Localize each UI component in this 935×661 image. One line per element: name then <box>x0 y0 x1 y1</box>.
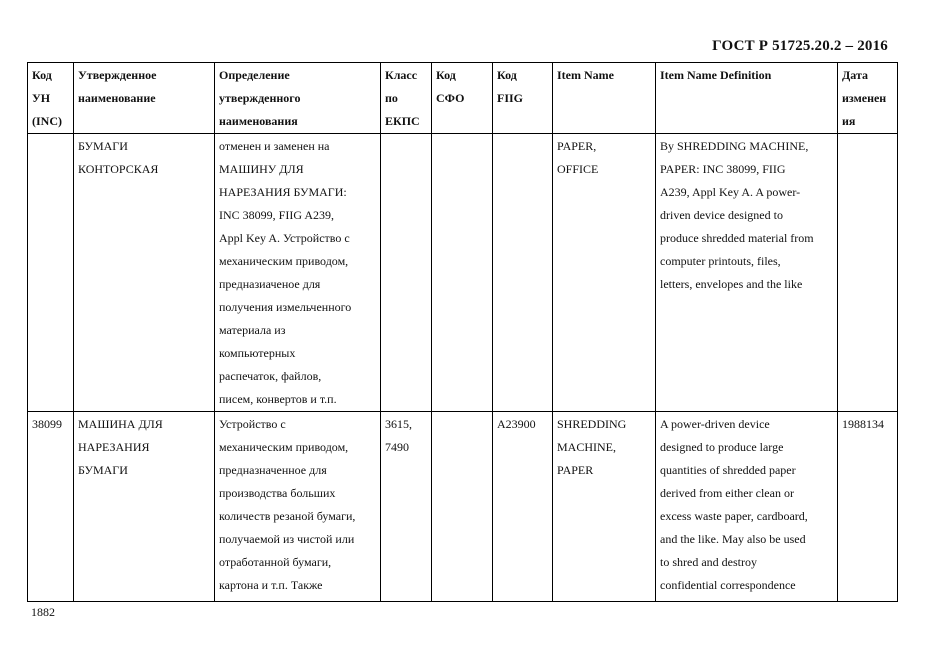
header-inc-code: Код УН (INC) <box>28 63 74 134</box>
header-sfo-code: Код СФО <box>432 63 493 134</box>
header-item-name-definition: Item Name Definition <box>656 63 838 134</box>
cell-item-name-definition: A power-driven device designed to produce large quantities of shredded paper derived from either clean or excess waste paper, cardboard, and the like. May also be used to shred and destroy confidential correspondence <box>656 412 838 602</box>
cell-fiig-code <box>493 134 553 412</box>
cell-item-name-definition: By SHREDDING MACHINE, PAPER: INC 38099, FIIG A239, Appl Key A. A power- driven device designed to produce shredded material from computer printouts, files, letters, envelopes and the like <box>656 134 838 412</box>
nomenclature-table <box>27 62 898 602</box>
cell-approved-name: МАШИНА ДЛЯ НАРЕЗАНИЯ БУМАГИ <box>74 412 215 602</box>
cell-name-definition: Устройство с механическим приводом, предназначенное для производства больших количеств резаной бумаги, получаемой из чистой или отработанной бумаги, картона и т.п. Также <box>215 412 381 602</box>
header-approved-name: Утвержденное наименование <box>74 63 215 134</box>
cell-change-date: 1988134 <box>838 412 898 602</box>
cell-inc-code <box>28 134 74 412</box>
cell-change-date <box>838 134 898 412</box>
cell-inc-code: 38099 <box>28 412 74 602</box>
document-header: ГОСТ Р 51725.20.2 – 2016 <box>712 38 888 54</box>
table-header-row <box>28 63 898 134</box>
header-change-date: Дата изменен ия <box>838 63 898 134</box>
cell-fiig-code: A23900 <box>493 412 553 602</box>
cell-name-definition: отменен и заменен на МАШИНУ ДЛЯ НАРЕЗАНИЯ БУМАГИ: INC 38099, FIIG A239, Appl Key A. Устройство с механическим приводом, предназиаченое для получения измельченного материала из компьютерных распечаток, файлов, писем, конвертов и т.п. <box>215 134 381 412</box>
table-row <box>28 412 898 602</box>
header-name-definition: Определение утвержденного наименования <box>215 63 381 134</box>
cell-item-name: SHREDDING MACHINE, PAPER <box>553 412 656 602</box>
table-row <box>28 134 898 412</box>
page-number: 1882 <box>31 605 55 619</box>
header-fiig-code: Код FIIG <box>493 63 553 134</box>
cell-ekps-class <box>381 134 432 412</box>
cell-ekps-class: 3615, 7490 <box>381 412 432 602</box>
cell-sfo-code <box>432 134 493 412</box>
cell-approved-name: БУМАГИ КОНТОРСКАЯ <box>74 134 215 412</box>
cell-item-name: PAPER, OFFICE <box>553 134 656 412</box>
header-ekps-class: Класс по ЕКПС <box>381 63 432 134</box>
cell-sfo-code <box>432 412 493 602</box>
header-item-name: Item Name <box>553 63 656 134</box>
